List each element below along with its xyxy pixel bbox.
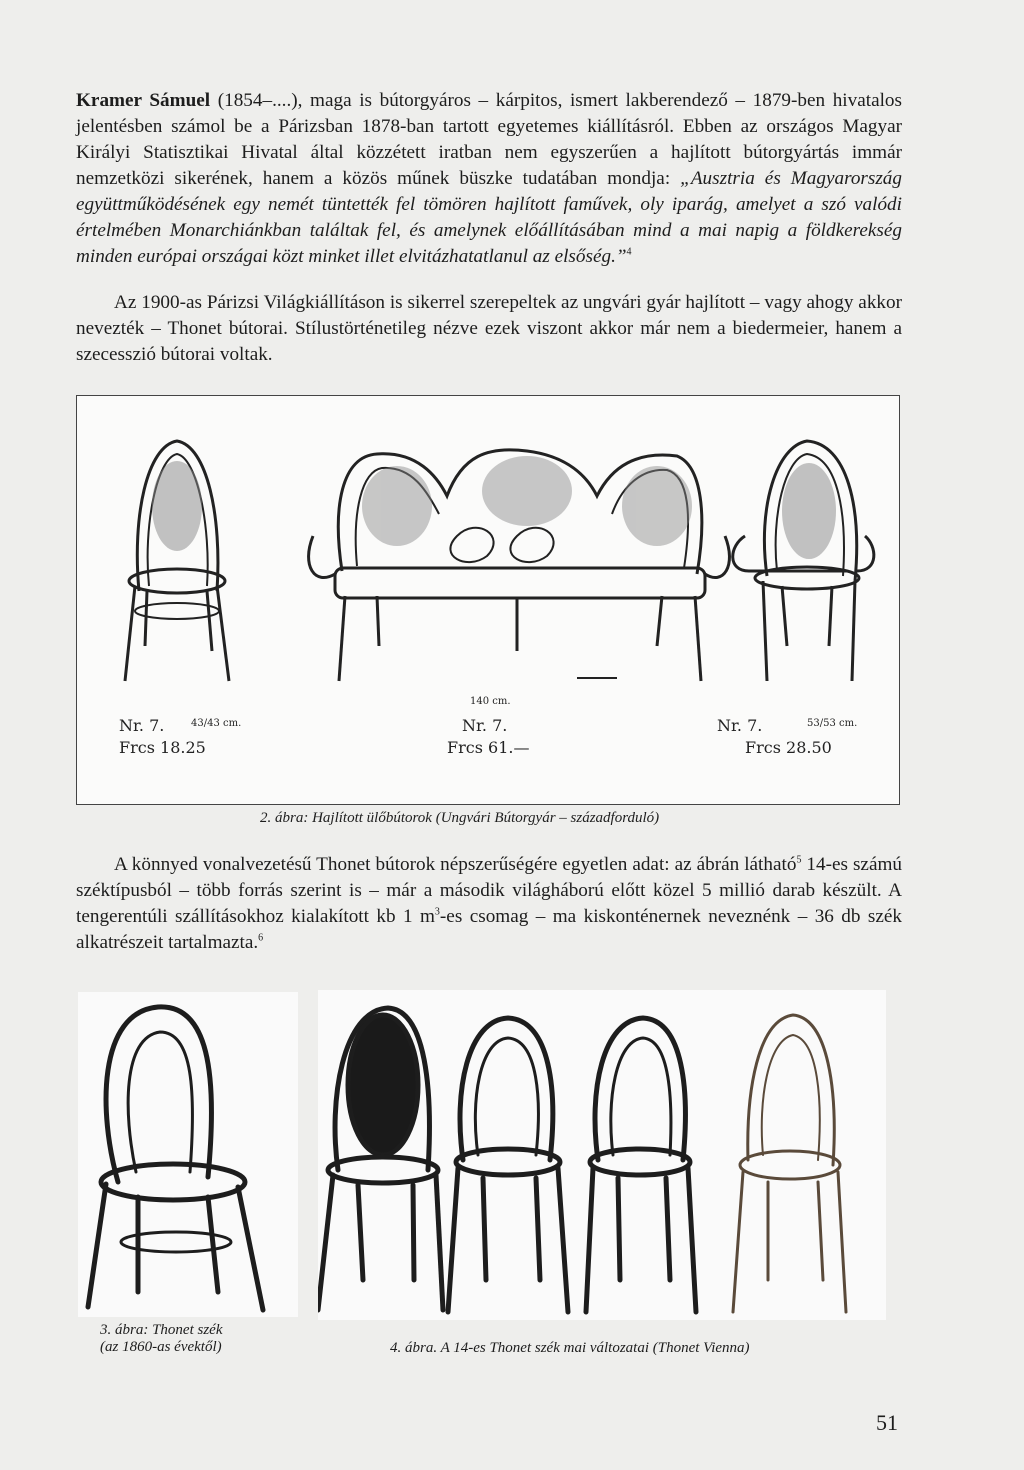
sofa-width: 140 cm. — [470, 696, 511, 707]
figure-2 — [76, 395, 900, 805]
left-chair-price: Frcs 18.25 — [119, 738, 206, 757]
right-chair-nr: Nr. 7. — [717, 716, 763, 735]
paragraph-2-text: Az 1900-as Párizsi Világkiállításon is sikerrel szerepeltek az ungvári gyár hajlított – vagy ahogy akkor nevezték – Thonet bútorai. Stílustörténetileg nézve ezek viszont akkor már nem a biedermeier, hanem a szecesszió bútorai voltak. — [76, 292, 902, 365]
figure-3-caption-line-1: 3. ábra: Thonet szék — [100, 1322, 223, 1338]
footnote-ref-5: 5 — [796, 854, 802, 866]
left-chair-size: 43/43 cm. — [191, 718, 242, 729]
paragraph-3 — [76, 852, 902, 956]
quote: „Ausztria és Magyarország együttműködésének egy nemét tüntették fel tömören hajlított faművek, oly iparág, amelyet a szó valódi értelmében Monarchiánkban találtak fel, és amelynek előállításában mind a mai napig a földkerekség minden európai országai közt minket illet elvitázhatatlanul az elsőség.” — [76, 168, 902, 267]
sofa-nr: Nr. 7. — [462, 716, 508, 735]
figure-4-caption: 4. ábra. A 14-es Thonet szék mai változatai (Thonet Vienna) — [390, 1340, 750, 1356]
author-name: Kramer Sámuel — [76, 90, 211, 111]
cubic-superscript: 3 — [434, 906, 440, 918]
figure-3-photo — [78, 992, 298, 1317]
paragraph-3-part-3: -es csomag – ma kiskonténernek neveznénk – 36 db szék alkatrészeit tartalmazta. — [76, 906, 902, 953]
right-chair-size: 53/53 cm. — [807, 718, 858, 729]
paragraph-3-part-1: A könnyed vonalvezetésű Thonet bútorok népszerűségére egyetlen adat: az ábrán látható — [114, 854, 797, 875]
paragraph-3-part-2: 14-es számú széktípusból – több forrás szerint is – már a második világháború előtt közel 5 millió darab készült. A tengerentúli szállításokhoz kialakított kb 1 m — [76, 854, 902, 927]
figure-3-caption-line-2: (az 1860-as évektől) — [100, 1339, 222, 1355]
figure-3-caption — [100, 1322, 300, 1356]
figure-2-caption: 2. ábra: Hajlított ülőbútorok (Ungvári Bútorgyár – századforduló) — [260, 810, 660, 826]
paragraph-2 — [76, 290, 902, 368]
left-chair-nr: Nr. 7. — [119, 716, 165, 735]
footnote-ref-4: 4 — [626, 246, 632, 258]
paragraph-1 — [76, 88, 902, 270]
paragraph-1-text: (1854–....), maga is bútorgyáros – kárpitos, ismert lakberendező – 1879-ben hivatalos jelentésben számol be a Párizsban 1878-ban tartott egyetemes kiállításról. Ebben az országos Magyar Királyi Statisztikai Hivatal által közzétett iratban nem egyszerűen a hajlított bútorgyártás immár nemzetközi sikerének, hanem a közös műnek büszke tudatában mondja: — [76, 90, 902, 189]
footnote-ref-6: 6 — [258, 932, 264, 944]
thonet-chair-1860 — [88, 1007, 263, 1310]
figure-4-photo — [318, 990, 886, 1320]
right-chair-price: Frcs 28.50 — [745, 738, 832, 757]
five-thonet-chairs — [318, 1008, 846, 1312]
sofa-price: Frcs 61.— — [447, 738, 530, 757]
page-number: 51 — [876, 1410, 898, 1435]
